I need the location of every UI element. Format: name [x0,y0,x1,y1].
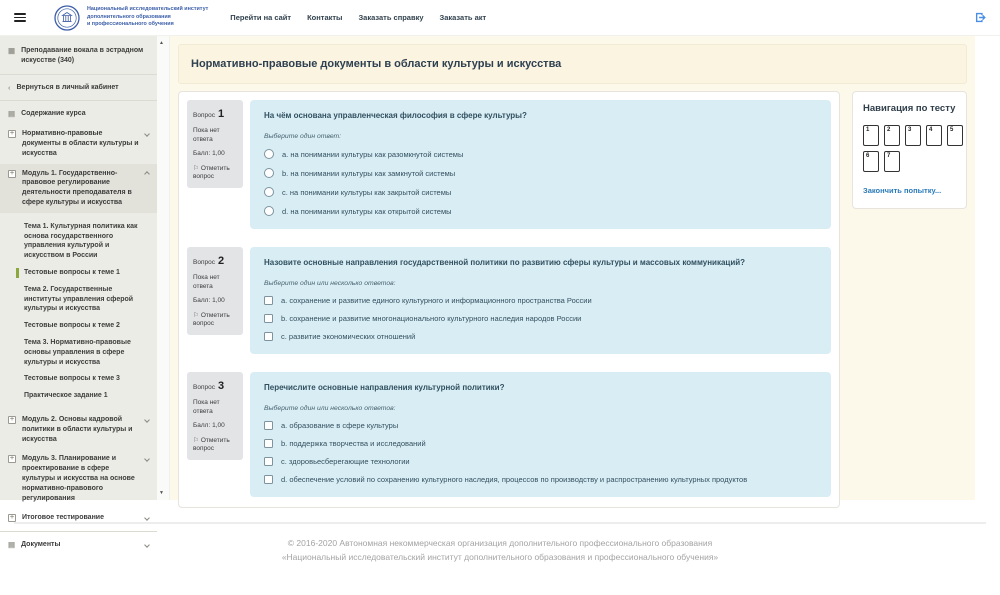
question-label: Вопрос [193,112,215,119]
flag-icon: ⚐ [193,436,199,444]
nav-link-contacts[interactable]: Контакты [307,13,343,22]
expand-plus-icon: + [9,130,15,138]
checkbox[interactable] [264,296,273,305]
page-title-box [178,44,967,84]
q1-option-d[interactable]: d. на понимании культуры как открытой системы [264,206,817,216]
flag-icon: ⚐ [193,164,199,172]
sidebar-back-link[interactable]: ‹ Вернуться в личный кабинет [8,82,119,92]
radio-button[interactable] [264,168,274,178]
course-icon: ▦ [8,46,16,55]
q1-option-c[interactable]: c. на понимании культуры как закрытой системы [264,187,817,197]
chevron-left-icon: ‹ [8,82,11,92]
question-label: Вопрос [193,384,215,391]
contents-icon: ▤ [8,109,16,119]
q2-option-c[interactable]: c. развитие экономических отношений [264,332,817,341]
logout-icon [973,11,986,24]
radio-button[interactable] [264,149,274,159]
q2-option-b[interactable]: b. сохранение и развитие многонационального культурного наследия народов России [264,314,817,323]
question-1 [187,100,831,229]
sidebar-item-test1-current[interactable]: Тестовые вопросы к теме 1 [16,268,149,278]
q3-option-c[interactable]: c. здоровьесберегающие технологии [264,457,817,466]
divider [0,531,157,532]
expand-plus-icon: + [9,514,15,522]
question-status: Пока нет ответа [193,127,220,143]
question-1-info [187,100,243,188]
documents-icon: ▤ [8,540,16,550]
question-2 [187,247,831,354]
flag-question-link[interactable]: ⚐ Отметить вопрос [193,164,230,181]
footer-line-2: «Национальный исследовательский институт дополнительного образования и профессионального обучения» [281,552,719,563]
sidebar-item-practice1[interactable]: Практическое задание 1 [24,392,108,400]
question-status: Пока нет ответа [193,274,220,290]
sidebar-course-title[interactable]: ▦ Преподавание вокала в эстрадном искусстве (340) [8,46,144,64]
radio-button[interactable] [264,206,274,216]
q3-option-a[interactable]: a. образование в сфере культуры [264,421,817,430]
divider [0,74,157,75]
question-text: На чём основана управленческая философия в сфере культуры? [264,111,527,120]
checkbox[interactable] [264,475,273,484]
question-3-content [250,372,831,497]
quiz-nav-grid [863,125,968,172]
question-number: 2 [217,255,225,267]
sidebar-item-test3[interactable]: Тестовые вопросы к теме 3 [24,375,120,383]
sidebar-item-topic1[interactable]: Тема 1. Культурная политика как основа государственного управления культурой и искусством в России [24,222,138,260]
nav-link-act[interactable]: Заказать акт [439,13,487,22]
expand-plus-icon: + [9,455,15,463]
checkbox[interactable] [264,314,273,323]
footer-line-1: © 2016-2020 Автономная некоммерческая организация дополнительного профессионального образования [287,538,713,548]
sidebar-item-contents[interactable]: ▤ Содержание курса [8,109,86,119]
course-sidebar [0,36,157,550]
question-points: Балл: 1,00 [193,297,225,305]
answer-prompt: Выберите один ответ: [264,133,342,140]
chevron-down-icon [144,542,150,548]
answer-prompt: Выберите один или несколько ответов: [264,405,396,412]
sidebar-item-section1[interactable]: + Нормативно-правовые документы в области культуры и искусства [0,124,157,163]
question-points: Балл: 1,00 [193,422,225,430]
chevron-down-icon [144,131,150,137]
checkbox[interactable] [264,332,273,341]
finish-attempt-link[interactable]: Закончить попытку... [863,186,942,195]
divider [0,100,157,101]
chevron-down-icon [144,456,150,462]
sidebar-item-module1[interactable]: + Модуль 1. Государственно-правовое регулирование деятельности преподавателя в сфере культуры и искусства [0,164,157,213]
flag-question-link[interactable]: ⚐ Отметить вопрос [193,311,230,328]
quiz-nav-question-6[interactable]: 6 [863,151,879,172]
nav-link-site[interactable]: Перейти на сайт [230,13,292,22]
checkbox[interactable] [264,421,273,430]
main-content [170,36,975,500]
quiz-nav-title: Навигация по тесту [863,103,956,114]
quiz-nav-question-4[interactable]: 4 [926,125,942,146]
question-label: Вопрос [193,259,215,266]
quiz-nav-question-7[interactable]: 7 [884,151,900,172]
question-text: Назовите основные направления государственной политики по развитию сферы культуры и массовых коммуникаций? [264,258,746,267]
question-points: Балл: 1,00 [193,150,225,158]
scroll-down-icon[interactable]: ▼ [159,490,164,496]
sidebar-item-topic2[interactable]: Тема 2. Государственные институты управления сферой культуры и искусства [24,285,134,313]
sidebar-scrollbar[interactable] [157,36,170,500]
q3-option-d[interactable]: d. обеспечение условий по сохранению культурного наследия, процессов по производству и распространению культурных продуктов [264,475,817,484]
page-title: Нормативно-правовые документы в области культуры и искусства [191,58,562,70]
expand-plus-icon: + [9,415,15,423]
sidebar-item-documents[interactable]: ▤ Документы [0,535,157,555]
quiz-nav-question-2[interactable]: 2 [884,125,900,146]
institute-logo[interactable] [54,5,208,31]
question-1-content [250,100,831,229]
quiz-nav-question-5[interactable]: 5 [947,125,963,146]
radio-button[interactable] [264,187,274,197]
right-margin [975,36,1000,500]
q3-option-b[interactable]: b. поддержка творчества и исследований [264,439,817,448]
answer-prompt: Выберите один или несколько ответов: [264,280,396,287]
scroll-up-icon[interactable]: ▲ [159,40,164,46]
module1-children [0,213,157,410]
question-number: 1 [217,108,225,120]
question-number: 3 [217,380,225,392]
sidebar-item-module3[interactable]: + Модуль 3. Планирование и проектирование в сфере культуры и искусства на основе нормативно-правового регулирования [0,449,157,508]
expand-plus-icon: + [9,169,15,177]
nav-link-certificate[interactable]: Заказать справку [358,13,424,22]
question-status: Пока нет ответа [193,399,220,415]
chevron-down-icon [144,515,150,521]
question-2-content [250,247,831,354]
question-3 [187,372,831,497]
flag-question-link[interactable]: ⚐ Отметить вопрос [193,436,230,453]
menu-icon[interactable] [14,11,26,25]
chevron-up-icon [144,171,150,177]
logout-button[interactable] [973,11,986,24]
sidebar-item-module2[interactable]: + Модуль 2. Основы кадровой политики в области культуры и искусства [0,410,157,449]
sidebar-item-topic3[interactable]: Тема 3. Нормативно-правовые основы управления в сфере культуры и искусства [24,338,131,366]
sidebar-item-final-test[interactable]: + Итоговое тестирование [0,508,157,528]
quiz-nav-question-3[interactable]: 3 [905,125,921,146]
header-nav [230,13,486,22]
question-3-info [187,372,243,460]
sidebar-item-test2[interactable]: Тестовые вопросы к теме 2 [24,322,120,330]
checkbox[interactable] [264,439,273,448]
logo-emblem-icon [54,5,80,31]
top-header [0,0,1000,36]
logo-text: Национальный исследовательский институт дополнительного образования и профессионального обучения [87,5,209,28]
q1-option-a[interactable]: a. на понимании культуры как разомкнутой системы [264,149,817,159]
q1-option-b[interactable]: b. на понимании культуры как замкнутой системы [264,168,817,178]
q2-option-a[interactable]: a. сохранение и развитие единого культурного и информационного пространства России [264,296,817,305]
quiz-nav-question-1[interactable]: 1 [863,125,879,146]
quiz-navigation-panel [852,91,967,209]
quiz-questions-panel [178,91,840,508]
checkbox[interactable] [264,457,273,466]
flag-icon: ⚐ [193,311,199,319]
question-2-info [187,247,243,335]
question-text: Перечислите основные направления культурной политики? [264,383,505,392]
chevron-down-icon [144,417,150,423]
